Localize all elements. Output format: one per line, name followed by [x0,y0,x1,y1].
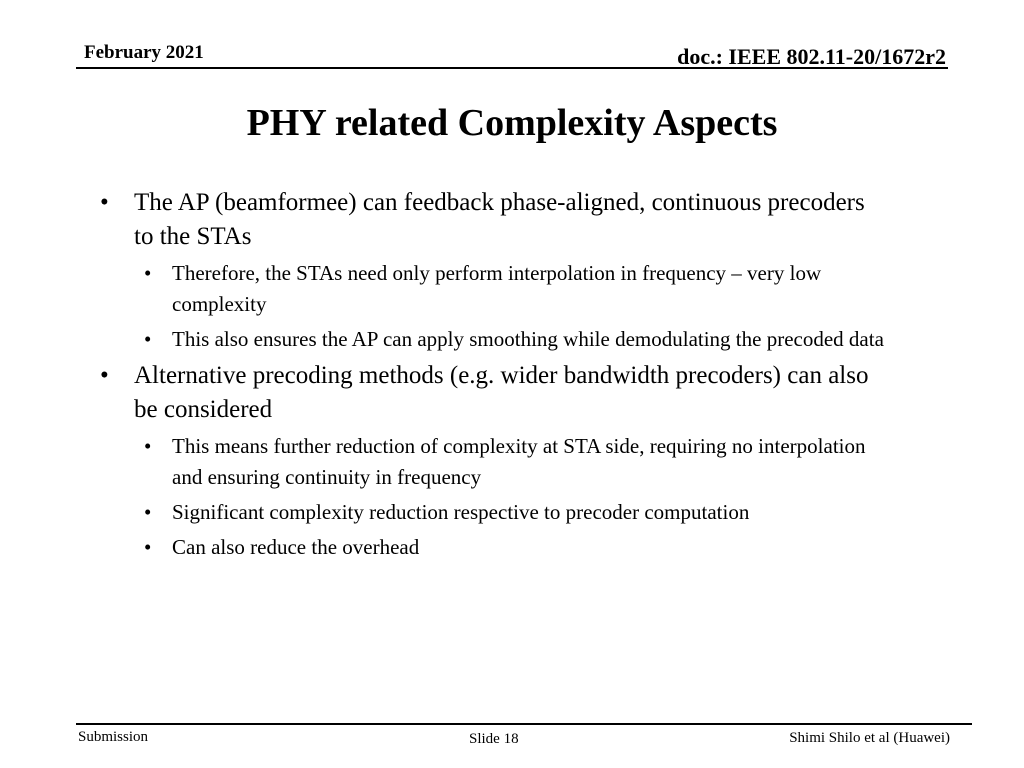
bullet-item [100,359,890,427]
sub-bullet-item [100,258,890,320]
header-doc-id: doc.: IEEE 802.11-20/1672r2 [677,44,946,69]
sub-bullet-text: This also ensures the AP can apply smoothing while demodulating the precoded data [172,327,884,351]
sub-bullet-dot-icon: • [144,261,152,285]
footer-slide-number: Slide 18 [469,731,519,747]
bullet-dot-icon: • [100,189,109,216]
sub-bullet-text: Therefore, the STAs need only perform interpolation in frequency – very low complexity [172,261,822,316]
sub-bullet-item [100,431,890,493]
sub-bullet-dot-icon: • [144,535,152,559]
sub-bullet-text: Significant complexity reduction respective to precoder computation [172,500,750,524]
bullet-text: Alternative precoding methods (e.g. wider bandwidth precoders) can also be considered [134,362,869,423]
sub-bullet-item [100,532,890,563]
bullet-item [100,186,890,254]
sub-bullet-item [100,324,890,355]
sub-bullet-text: Can also reduce the overhead [172,535,420,559]
bullet-dot-icon: • [100,362,109,389]
sub-bullet-dot-icon: • [144,434,152,458]
sub-bullet-dot-icon: • [144,500,152,524]
slide-title: PHY related Complexity Aspects [246,102,778,144]
header-date: February 2021 [84,42,204,63]
footer-submission: Submission [78,729,149,745]
bullet-text: The AP (beamformee) can feedback phase-aligned, continuous precoders to the STAs [134,189,865,250]
sub-bullet-item [100,497,890,528]
header-divider [76,67,948,69]
footer-authors: Shimi Shilo et al (Huawei) [789,730,950,746]
slide-content [100,186,890,567]
footer-divider [76,723,972,725]
sub-bullet-dot-icon: • [144,327,152,351]
sub-bullet-text: This means further reduction of complexity at STA side, requiring no interpolation and ensuring continuity in frequency [172,434,866,489]
